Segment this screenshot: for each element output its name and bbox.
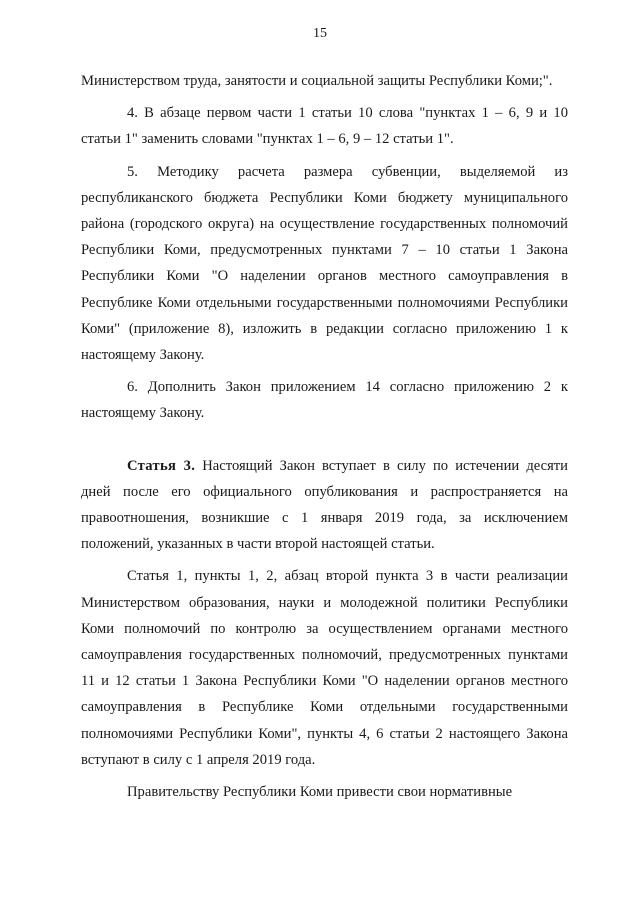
paragraph-item-5: 5. Методику расчета размера субвенции, выделяемой из республиканского бюджета Республики Коми бюджету муниципального района (городского округа) на осуществление государственных полномочий Республики Коми, предусмотренных пунктами 7 – 10 статьи 1 Закона Республики Коми "О наделении органов местного самоуправления в Республике Коми отдельными государственными полномочиями Республики Коми" (приложение 8), изложить в редакции согласно приложению 1 к настоящему Закону. xyxy=(81,163,568,364)
document-body xyxy=(81,68,568,805)
article-3-heading: Статья 3. xyxy=(127,457,196,474)
page-number: 15 xyxy=(313,26,327,41)
paragraph-continuation: Министерством труда, занятости и социальной защиты Республики Коми;". xyxy=(81,73,553,89)
paragraph-article-3-part-2: Статья 1, пункты 1, 2, абзац второй пункта 3 в части реализации Министерством образования, науки и молодежной политики Республики Коми полномочий по контролю за осуществлением органами местного самоуправления государственных полномочий, предусмотренных пунктами 11 и 12 статьи 1 Закона Республики Коми "О наделении органов местного самоуправления в Республике Коми отдельными государственными полномочиями Республики Коми", пункты 4, 6 статьи 2 настоящего Закона вступают в силу с 1 апреля 2019 года. xyxy=(81,568,568,768)
article-3-text: Настоящий Закон вступает в силу по истечении десяти дней после его официального опубликования и распространяется на правоотношения, возникшие с 1 января 2019 года, за исключением положений, указанных в части второй настоящей статьи. xyxy=(81,457,568,553)
article-3-paragraph xyxy=(81,453,568,558)
paragraph-item-4: 4. В абзаце первом части 1 статьи 10 слова "пунктах 1 – 6, 9 и 10 статьи 1" заменить словами "пунктах 1 – 6, 9 – 12 статьи 1". xyxy=(81,105,568,148)
paragraph-article-3-part-3: Правительству Республики Коми привести свои нормативные xyxy=(127,784,513,801)
paragraph-item-6: 6. Дополнить Закон приложением 14 согласно приложению 2 к настоящему Закону. xyxy=(81,379,568,422)
